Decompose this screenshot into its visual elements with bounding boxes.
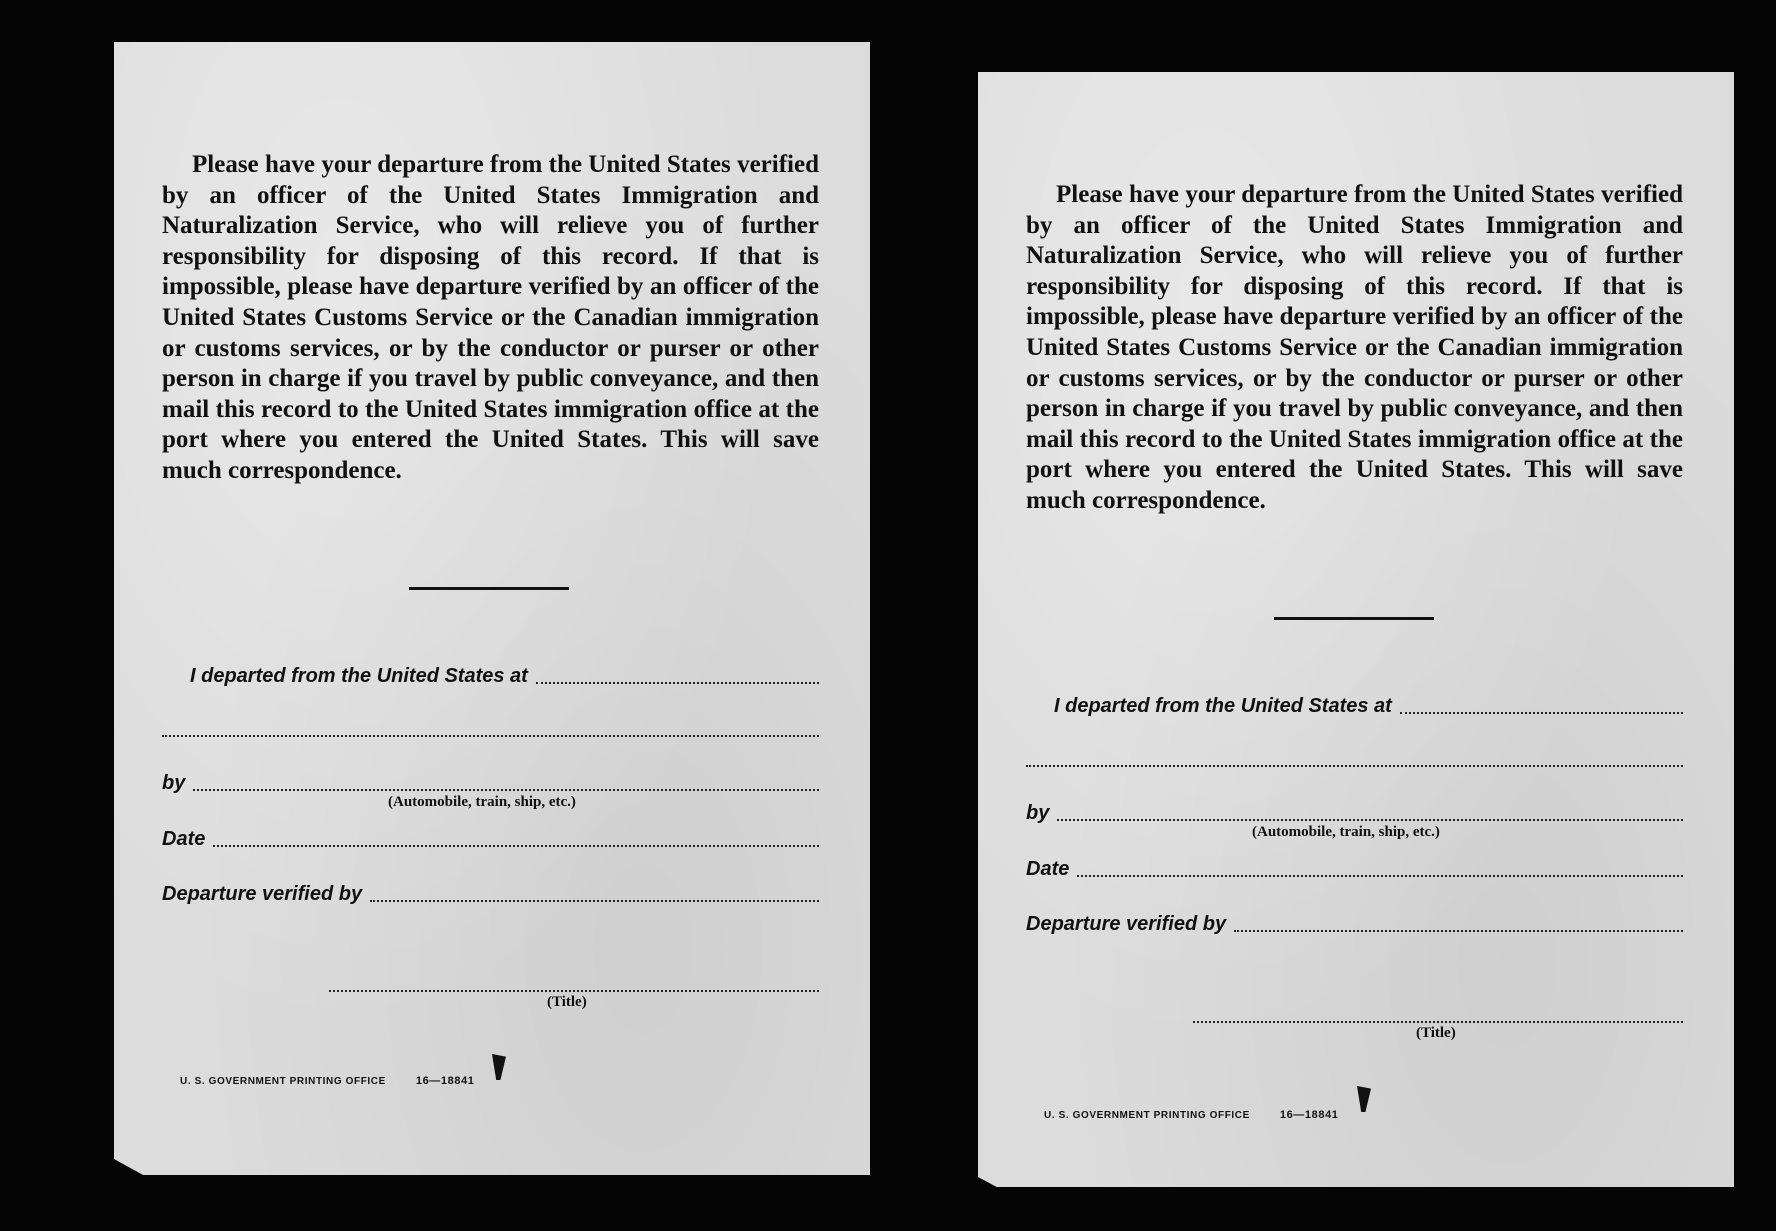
title-caption: (Title) (1416, 1025, 1456, 1041)
departure-verified-label: Departure verified by (162, 883, 363, 905)
by-blank[interactable] (193, 789, 819, 791)
divider-rule (1274, 617, 1434, 620)
departure-verified-field[interactable] (162, 880, 819, 906)
departed-from-blank[interactable] (1400, 712, 1683, 714)
title-caption: (Title) (547, 994, 587, 1010)
departed-from-label: I departed from the United States at (1054, 695, 1392, 717)
date-blank[interactable] (1077, 875, 1683, 877)
instructions-paragraph: Please have your departure from the United States verified by an officer of the United States Immigration and Naturalization Service, who will relieve you of further responsibility for disposing of this record. If that is impossible, please have departure verified by an officer of the United States Customs Service or the Canadian immigration or customs services, or by the conductor or purser or other person in charge if you travel by public conveyance, and then mail this record to the United States immigration office at the port where you entered the United States. This will save much correspondence. (1026, 181, 1683, 514)
departure-record-card-left (114, 42, 870, 1175)
by-caption: (Automobile, train, ship, etc.) (388, 794, 576, 810)
departed-from-label: I departed from the United States at (190, 665, 528, 687)
form-number: 16—18841 (415, 1075, 475, 1087)
printer-footer (1044, 1109, 1339, 1121)
printer-name: U. S. GOVERNMENT PRINTING OFFICE (180, 1076, 386, 1087)
ink-mark (1357, 1086, 1371, 1112)
printer-name: U. S. GOVERNMENT PRINTING OFFICE (1044, 1110, 1250, 1121)
ink-mark (492, 1054, 506, 1080)
departure-verified-label: Departure verified by (1026, 913, 1227, 935)
departure-record-card-right (978, 72, 1734, 1187)
printer-footer (180, 1075, 475, 1087)
by-field[interactable] (1026, 799, 1683, 825)
date-blank[interactable] (213, 845, 819, 847)
by-blank[interactable] (1057, 819, 1683, 821)
by-label: by (162, 772, 186, 794)
departed-from-field[interactable] (162, 662, 819, 688)
title-blank[interactable] (1193, 1021, 1683, 1023)
departure-verified-field[interactable] (1026, 910, 1683, 936)
by-field[interactable] (162, 769, 819, 795)
departure-verified-blank[interactable] (1234, 930, 1683, 932)
by-label: by (1026, 802, 1050, 824)
torn-corner (114, 1159, 154, 1181)
by-caption: (Automobile, train, ship, etc.) (1252, 824, 1440, 840)
title-blank[interactable] (329, 990, 819, 992)
date-label: Date (1026, 858, 1070, 880)
date-field[interactable] (1026, 855, 1683, 881)
departure-verified-blank[interactable] (370, 900, 819, 902)
form-number: 16—18841 (1279, 1109, 1339, 1121)
departed-from-field[interactable] (1026, 692, 1683, 718)
date-label: Date (162, 828, 206, 850)
departed-from-continuation-field[interactable] (1026, 745, 1683, 771)
date-field[interactable] (162, 825, 819, 851)
departed-from-continuation-blank[interactable] (162, 735, 819, 737)
departed-from-continuation-field[interactable] (162, 715, 819, 741)
divider-rule (409, 587, 569, 590)
torn-corner (978, 1177, 1008, 1193)
departed-from-continuation-blank[interactable] (1026, 765, 1683, 767)
departed-from-blank[interactable] (536, 682, 819, 684)
instructions-paragraph: Please have your departure from the United States verified by an officer of the United States Immigration and Naturalization Service, who will relieve you of further responsibility for disposing of this record. If that is impossible, please have departure verified by an officer of the United States Customs Service or the Canadian immigration or customs services, or by the conductor or purser or other person in charge if you travel by public conveyance, and then mail this record to the United States immigration office at the port where you entered the United States. This will save much correspondence. (162, 151, 819, 484)
